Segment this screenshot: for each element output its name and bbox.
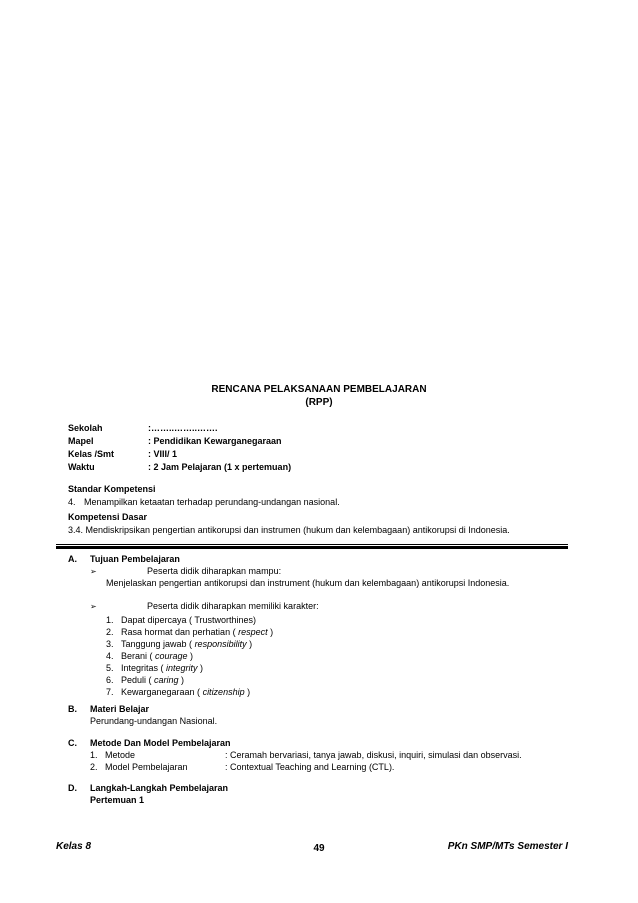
page-number: 49 bbox=[313, 843, 325, 854]
identity-label-waktu: Waktu bbox=[68, 462, 95, 472]
standar-number: 4. bbox=[68, 497, 76, 507]
section-a-heading: Tujuan Pembelajaran bbox=[90, 554, 180, 564]
list-item: 6. Peduli ( caring ) bbox=[106, 675, 185, 685]
section-d-letter: D. bbox=[68, 783, 77, 793]
identity-value-sekolah: :……..……..……. bbox=[148, 423, 218, 433]
kompetensi-heading: Kompetensi Dasar bbox=[68, 512, 148, 522]
section-d-subheading: Pertemuan 1 bbox=[90, 795, 145, 805]
list-item: 5. Integritas ( integrity ) bbox=[106, 663, 204, 673]
arrow-bullet-icon: ➢ bbox=[90, 602, 97, 611]
section-b-letter: B. bbox=[68, 704, 77, 714]
section-a-bullet-2 bbox=[90, 601, 104, 612]
list-item: 7. Kewarganegaraan ( citizenship ) bbox=[106, 687, 251, 697]
identity-label-kelas: Kelas /Smt bbox=[68, 449, 115, 459]
list-item: 2. Rasa hormat dan perhatian ( respect ) bbox=[106, 627, 274, 637]
identity-label-mapel: Mapel bbox=[68, 436, 94, 446]
section-a-letter: A. bbox=[68, 554, 77, 564]
method-item-1-value: : Ceramah bervariasi, tanya jawab, diskusi, inquiri, simulasi dan observasi. bbox=[225, 750, 522, 760]
identity-value-mapel: : Pendidikan Kewarganegaraan bbox=[148, 436, 282, 446]
footer-left: Kelas 8 bbox=[56, 841, 92, 852]
list-item: 1. Dapat dipercaya ( Trustworthines) bbox=[106, 615, 257, 625]
method-item-2: 2. Model Pembelajaran bbox=[90, 762, 188, 772]
divider-thin bbox=[56, 544, 568, 545]
section-c-heading: Metode Dan Model Pembelajaran bbox=[90, 738, 231, 748]
method-item-2-value: : Contextual Teaching and Learning (CTL). bbox=[225, 762, 395, 772]
section-d-heading: Langkah-Langkah Pembelajaran bbox=[90, 783, 229, 793]
section-b-heading-row bbox=[68, 704, 149, 715]
identity-value-waktu: : 2 Jam Pelajaran (1 x pertemuan) bbox=[148, 462, 292, 472]
section-b-heading: Materi Belajar bbox=[90, 704, 150, 714]
section-c-heading-row bbox=[68, 738, 231, 749]
list-item: 4. Berani ( courage ) bbox=[106, 651, 194, 661]
section-b-text: Perundang-undangan Nasional. bbox=[90, 716, 218, 726]
section-d-heading-row bbox=[68, 783, 228, 794]
method-item-1: 1. Metode bbox=[90, 750, 136, 760]
standar-heading: Standar Kompetensi bbox=[68, 484, 156, 494]
section-a-bullet-1 bbox=[90, 566, 104, 577]
section-a-bullet-1-label: Peserta didik diharapkan mampu: bbox=[147, 566, 282, 576]
divider-thick bbox=[56, 546, 568, 549]
section-a-heading-row bbox=[68, 554, 180, 565]
section-a-bullet-1-text: Menjelaskan pengertian antikorupsi dan instrument (hukum dan kelembagaan) antikorupsi Indonesia. bbox=[106, 578, 510, 588]
footer-right: PKn SMP/MTs Semester I bbox=[447, 841, 568, 852]
identity-label-sekolah: Sekolah bbox=[68, 423, 103, 433]
section-a-bullet-2-label: Peserta didik diharapkan memiliki karakter: bbox=[147, 601, 319, 611]
document-subtitle: (RPP) bbox=[305, 397, 333, 408]
section-c-letter: C. bbox=[68, 738, 77, 748]
kompetensi-text: 3.4. Mendiskripsikan pengertian antikorupsi dan instrumen (hukum dan kelembagaan) antikorupsi di Indonesia. bbox=[68, 525, 510, 535]
identity-value-kelas: : VIII/ 1 bbox=[148, 449, 178, 459]
document-title: RENCANA PELAKSANAAN PEMBELAJARAN bbox=[211, 384, 427, 395]
list-item: 3. Tanggung jawab ( responsibility ) bbox=[106, 639, 253, 649]
arrow-bullet-icon: ➢ bbox=[90, 567, 97, 576]
standar-text: Menampilkan ketaatan terhadap perundang-undangan nasional. bbox=[84, 497, 340, 507]
